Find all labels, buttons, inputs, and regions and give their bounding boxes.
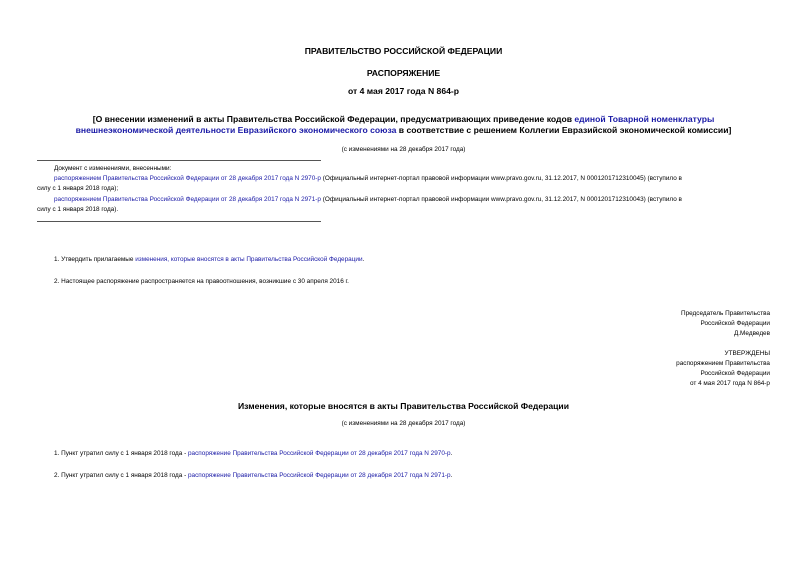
- approved-label: УТВЕРЖДЕНЫ: [724, 350, 770, 357]
- change-link-2970[interactable]: распоряжением Правительства Российской Федерации от 28 декабря 2017 года N 2970-р: [54, 175, 321, 182]
- change-point-1-text: 1. Пункт утратил силу с 1 января 2018 года -: [54, 450, 188, 457]
- point-1-link[interactable]: изменения, которые вносятся в акты Правительства Российской Федерации: [135, 256, 363, 263]
- changes-title: Изменения, которые вносятся в акты Правительства Российской Федерации: [237, 401, 569, 411]
- signature-position: Председатель Правительства: [681, 310, 770, 317]
- change-link-2971[interactable]: распоряжением Правительства Российской Федерации от 28 декабря 2017 года N 2971-р: [54, 196, 321, 203]
- changes-note: (с изменениями на 28 декабря 2017 года): [341, 420, 466, 427]
- approved-country: Российской Федерации: [700, 370, 770, 377]
- change-point-2: [54, 472, 452, 479]
- change-point-2-link[interactable]: распоряжение Правительства Российской Федерации от 28 декабря 2017 года N 2971-р: [188, 472, 451, 479]
- document-type: РАСПОРЯЖЕНИЕ: [366, 68, 441, 78]
- point-2: 2. Настоящее распоряжение распространяется на правоотношения, возникшие с 30 апреля 2016 г.: [54, 278, 349, 285]
- title-text-part2: в соответствие с решением Коллегии Евразийской экономической комиссии]: [396, 125, 732, 135]
- title-link-tnved[interactable]: единой Товарной номенклатуры: [574, 114, 715, 124]
- change-point-1-end: .: [450, 450, 453, 457]
- point-1-end: .: [362, 256, 365, 263]
- document-date: от 4 мая 2017 года N 864-р: [348, 86, 459, 96]
- document-title-line2: [0, 125, 807, 135]
- amended-note: (с изменениями на 28 декабря 2017 года): [341, 146, 466, 153]
- change-item-2: [54, 196, 682, 203]
- change-item-1-cont: силу с 1 января 2018 года);: [37, 185, 119, 192]
- change-point-2-end: .: [450, 472, 453, 479]
- point-1: [54, 256, 364, 263]
- change-item-1: [54, 175, 682, 182]
- signature-name: Д.Медведев: [733, 330, 770, 337]
- document-title-line1: [0, 114, 807, 124]
- divider-bottom: [37, 221, 321, 222]
- approved-date: от 4 мая 2017 года N 864-р: [689, 380, 770, 387]
- change-point-2-text: 2. Пункт утратил силу с 1 января 2018 года -: [54, 472, 188, 479]
- government-heading: ПРАВИТЕЛЬСТВО РОССИЙСКОЙ ФЕДЕРАЦИИ: [304, 46, 503, 56]
- approved-by: распоряжением Правительства: [676, 360, 770, 367]
- title-text-part1: [О внесении изменений в акты Правительства Российской Федерации, предусматривающих приведение кодов: [92, 114, 575, 124]
- changes-intro: Документ с изменениями, внесенными:: [54, 165, 172, 172]
- point-1-text: 1. Утвердить прилагаемые: [54, 256, 136, 263]
- divider-top: [37, 160, 321, 161]
- signature-country: Российской Федерации: [700, 320, 770, 327]
- change-item-2-details: (Официальный интернет-портал правовой информации www.pravo.gov.ru, 31.12.2017, N 0001201712310043) (вступило в: [320, 196, 682, 203]
- title-link-eaeu[interactable]: внешнеэкономической деятельности Евразийского экономического союза: [75, 125, 397, 135]
- change-point-1-link[interactable]: распоряжение Правительства Российской Федерации от 28 декабря 2017 года N 2970-р: [188, 450, 451, 457]
- change-item-2-cont: силу с 1 января 2018 года).: [37, 206, 119, 213]
- change-item-1-details: (Официальный интернет-портал правовой информации www.pravo.gov.ru, 31.12.2017, N 0001201712310045) (вступило в: [320, 175, 682, 182]
- change-point-1: [54, 450, 452, 457]
